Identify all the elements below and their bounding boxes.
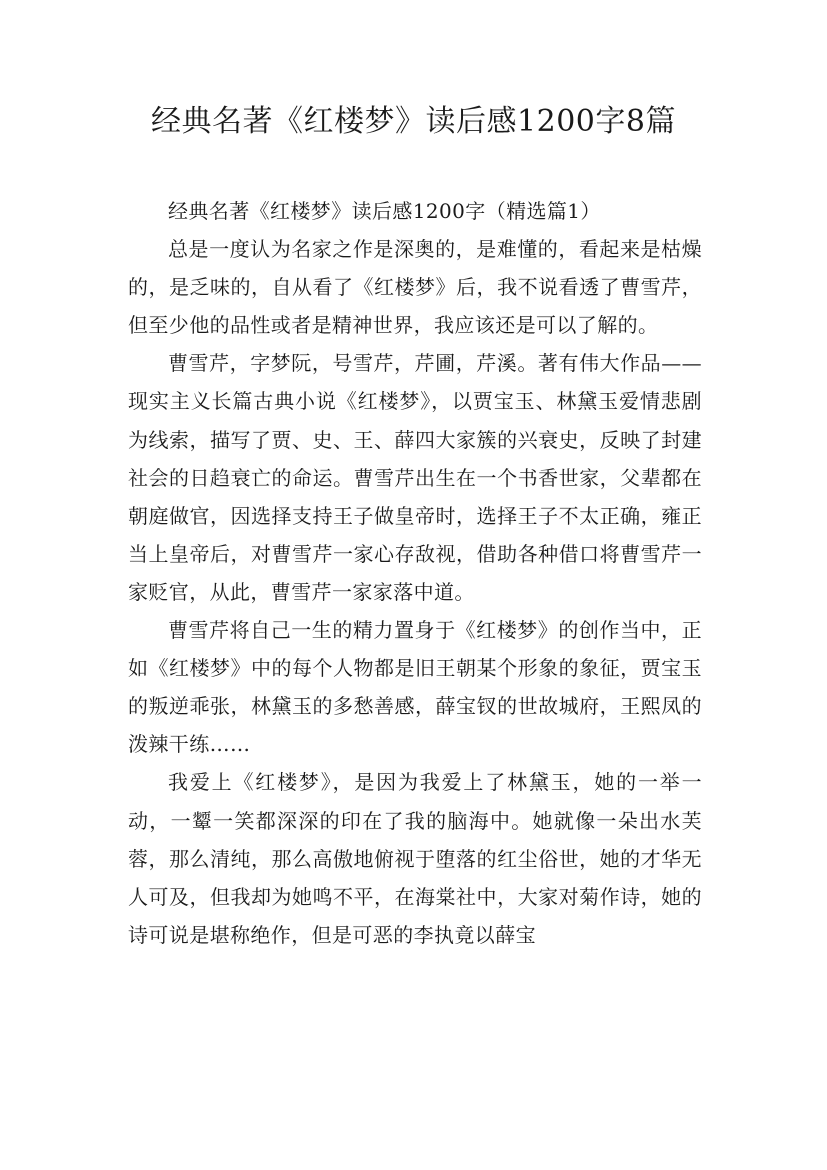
paragraph-4: 我爱上《红楼梦》，是因为我爱上了林黛玉，她的一举一动，一颦一笑都深深的印在了我的脑海中。她就像一朵出水芙蓉，那么清纯，那么高傲地俯视于堕落的红尘俗世，她的才华无人可及，但我却为她鸣不平，在海棠社中，大家对菊作诗，她的诗可说是堪称绝作，但是可恶的李执竟以薛宝 — [128, 770, 702, 947]
paragraph-3: 曹雪芹将自己一生的精力置身于《红楼梦》的创作当中，正如《红楼梦》中的每个人物都是旧王朝某个形象的象征，贾宝玉的叛逆乖张，林黛玉的多愁善感，薛宝钗的世故城府，王熙凤的泼辣干练…… — [128, 618, 702, 757]
document-title: 经典名著《红楼梦》读后感1200字8篇 — [151, 104, 676, 139]
paragraph-2: 曹雪芹，字梦阮，号雪芹，芹圃，芹溪。著有伟大作品——现实主义长篇古典小说《红楼梦》，以贾宝玉、林黛玉爱情悲剧为线索，描写了贾、史、王、薛四大家簇的兴衰史，反映了封建社会的日趋衰亡的命运。曹雪芹出生在一个书香世家，父辈都在朝庭做官，因选择支持王子做皇帝时，选择王子不太正确，雍正当上皇帝后，对曹雪芹一家心存敌视，借助各种借口将曹雪芹一家贬官，从此，曹雪芹一家家落中道。 — [128, 351, 702, 604]
document-body — [128, 192, 702, 954]
paragraph-1: 总是一度认为名家之作是深奥的，是难懂的，看起来是枯燥的，是乏味的，自从看了《红楼梦》后，我不说看透了曹雪芹，但至少他的品性或者是精神世界，我应该还是可以了解的。 — [128, 237, 702, 338]
section-heading: 经典名著《红楼梦》读后感1200字（精选篇1） — [168, 199, 601, 223]
